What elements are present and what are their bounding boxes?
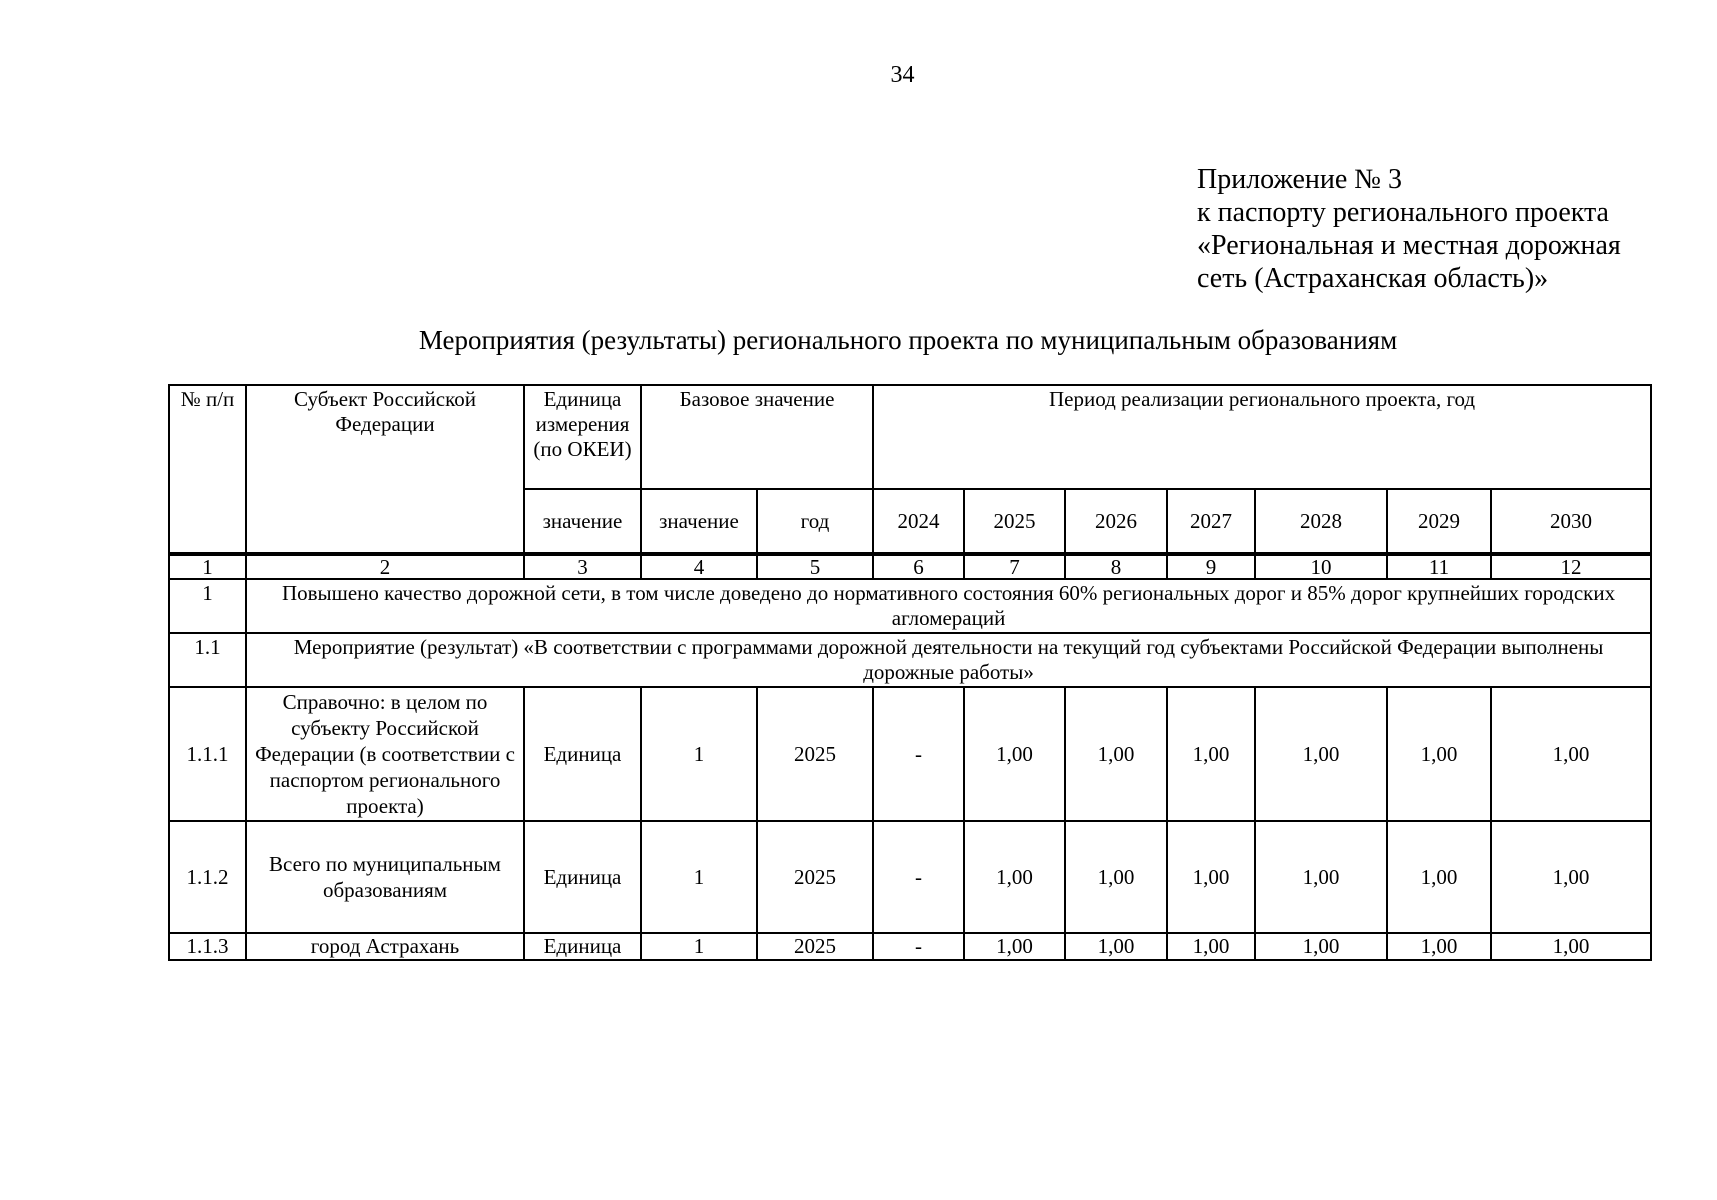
header-base-year: год [757, 489, 873, 554]
header-subject: Субъект Российской Федерации [246, 385, 524, 554]
header-year: 2029 [1387, 489, 1491, 554]
row-unit: Единица [524, 933, 641, 960]
column-number: 2 [246, 554, 524, 579]
header-period: Период реализации регионального проекта, год [873, 385, 1651, 489]
header-year: 2028 [1255, 489, 1387, 554]
row-subject: город Астрахань [246, 933, 524, 960]
row-subject: Всего по муниципальным образованиям [246, 821, 524, 933]
column-number: 1 [169, 554, 246, 579]
column-number: 11 [1387, 554, 1491, 579]
section-text: Повышено качество дорожной сети, в том числе доведено до нормативного состояния 60% региональных дорог и 85% дорог крупнейших городских агломераций [246, 579, 1651, 633]
subsection-text: Мероприятие (результат) «В соответствии с программами дорожной деятельности на текущий год субъектами Российской Федерации выполнены дорожные работы» [246, 633, 1651, 687]
header-unit-value: значение [524, 489, 641, 554]
row-num: 1.1.3 [169, 933, 246, 960]
section-num: 1 [169, 579, 246, 633]
header-year: 2026 [1065, 489, 1167, 554]
row-value: 1,00 [964, 933, 1065, 960]
appendix-line: сеть (Астраханская область)» [1197, 263, 1549, 294]
row-value: 1,00 [1491, 933, 1651, 960]
row-value: - [873, 821, 964, 933]
row-value: 1,00 [1387, 933, 1491, 960]
header-unit: Единица измерения (по ОКЕИ) [524, 385, 641, 489]
row-base-value: 1 [641, 821, 757, 933]
row-base-year: 2025 [757, 933, 873, 960]
row-value: 1,00 [1065, 933, 1167, 960]
row-value: 1,00 [964, 821, 1065, 933]
row-value: 1,00 [1387, 687, 1491, 821]
header-year: 2030 [1491, 489, 1651, 554]
appendix-line: к паспорту регионального проекта [1197, 197, 1609, 228]
results-table [168, 384, 1652, 961]
subsection-num: 1.1 [169, 633, 246, 687]
row-unit: Единица [524, 821, 641, 933]
section-row [169, 579, 1651, 633]
row-num: 1.1.1 [169, 687, 246, 821]
appendix-line: Приложение № 3 [1197, 164, 1402, 195]
appendix-line: «Региональная и местная дорожная [1197, 230, 1621, 261]
appendix-block [1197, 163, 1621, 295]
table-row [169, 821, 1651, 933]
row-value: 1,00 [1167, 687, 1255, 821]
column-number: 5 [757, 554, 873, 579]
row-value: 1,00 [1065, 821, 1167, 933]
row-value: 1,00 [1255, 687, 1387, 821]
header-base-value: значение [641, 489, 757, 554]
row-value: - [873, 687, 964, 821]
column-number: 6 [873, 554, 964, 579]
column-number: 3 [524, 554, 641, 579]
header-year: 2027 [1167, 489, 1255, 554]
document-title: Мероприятия (результаты) регионального проекта по муниципальным образованиям [418, 325, 1398, 355]
column-number: 8 [1065, 554, 1167, 579]
subsection-row [169, 633, 1651, 687]
row-value: - [873, 933, 964, 960]
column-number-row [169, 554, 1651, 579]
column-number: 4 [641, 554, 757, 579]
header-row [169, 385, 1651, 489]
row-value: 1,00 [1065, 687, 1167, 821]
row-num: 1.1.2 [169, 821, 246, 933]
header-base: Базовое значение [641, 385, 873, 489]
header-num: № п/п [169, 385, 246, 554]
row-base-year: 2025 [757, 821, 873, 933]
row-value: 1,00 [1255, 933, 1387, 960]
row-unit: Единица [524, 687, 641, 821]
row-value: 1,00 [1167, 821, 1255, 933]
column-number: 7 [964, 554, 1065, 579]
page-number: 34 [890, 62, 915, 88]
column-number: 12 [1491, 554, 1651, 579]
table-row [169, 933, 1651, 960]
row-value: 1,00 [1387, 821, 1491, 933]
row-value: 1,00 [1255, 821, 1387, 933]
row-subject: Справочно: в целом по субъекту Российской Федерации (в соответствии с паспортом регионального проекта) [246, 687, 524, 821]
column-number: 9 [1167, 554, 1255, 579]
row-base-year: 2025 [757, 687, 873, 821]
row-value: 1,00 [1167, 933, 1255, 960]
table-row [169, 687, 1651, 821]
row-base-value: 1 [641, 933, 757, 960]
row-value: 1,00 [1491, 821, 1651, 933]
row-value: 1,00 [964, 687, 1065, 821]
row-base-value: 1 [641, 687, 757, 821]
header-year: 2024 [873, 489, 964, 554]
row-value: 1,00 [1491, 687, 1651, 821]
column-number: 10 [1255, 554, 1387, 579]
header-year: 2025 [964, 489, 1065, 554]
